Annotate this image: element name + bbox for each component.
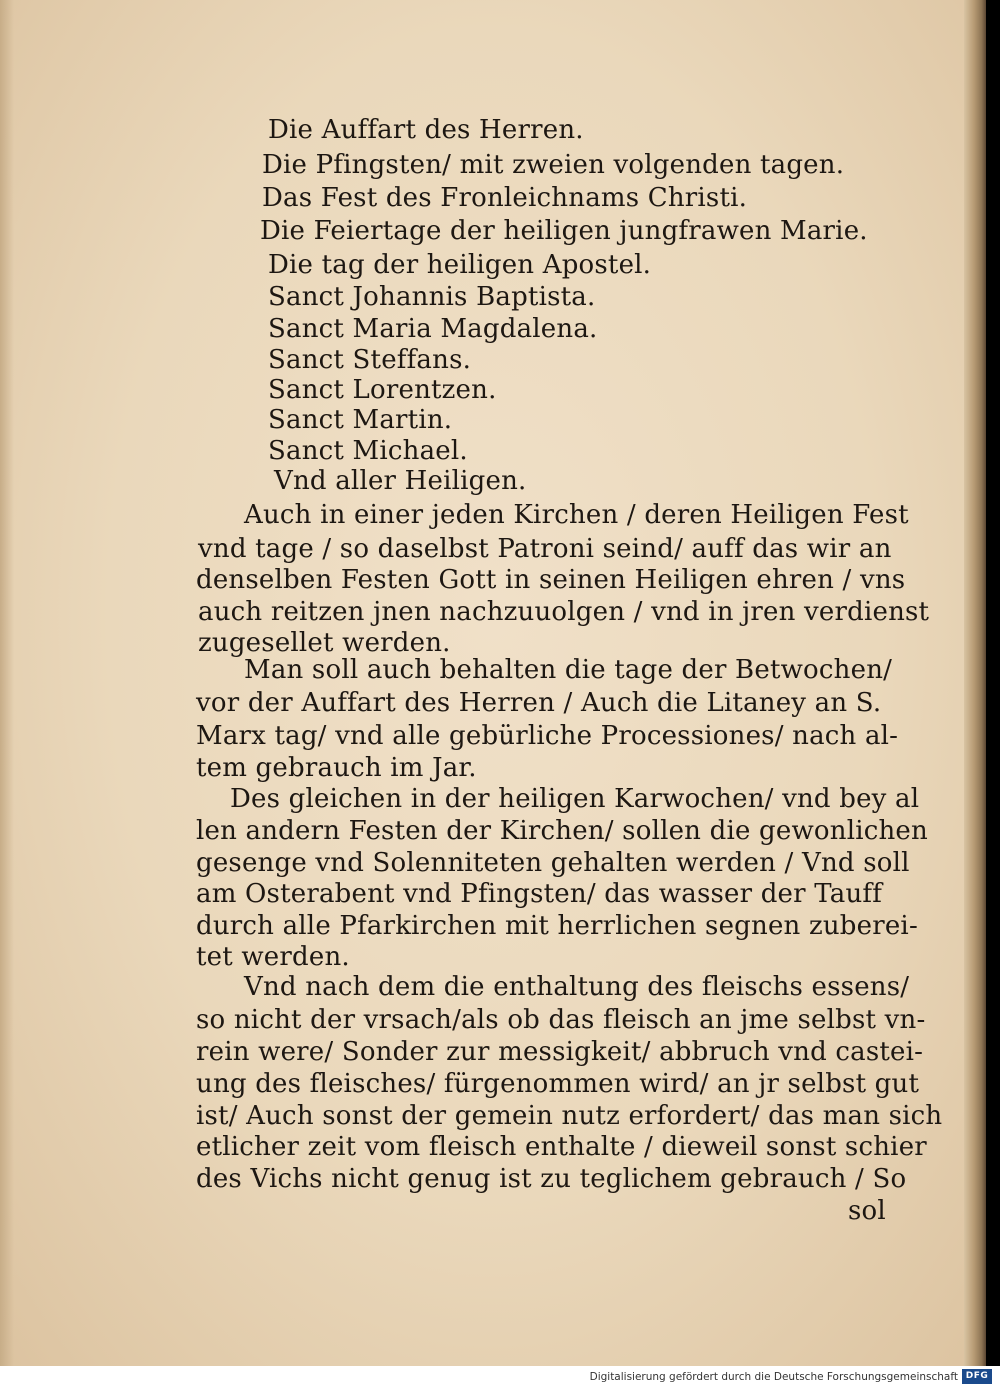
text-line: Auch in einer jeden Kirchen / deren Heiligen Fest — [244, 500, 909, 530]
text-line: Vnd nach dem die enthaltung des fleischs essens/ — [244, 972, 910, 1002]
catchword: sol — [848, 1196, 886, 1226]
dfg-logo: DFG — [962, 1369, 992, 1384]
page-binding-edge — [964, 0, 986, 1366]
text-line: Die Feiertage der heiligen jungfrawen Marie. — [260, 216, 868, 246]
text-line: Sanct Lorentzen. — [268, 375, 497, 405]
text-line: ist/ Auch sonst der gemein nutz erfordert/ das man sich — [196, 1101, 943, 1131]
text-line: gesenge vnd Solenniteten gehalten werden / Vnd soll — [196, 848, 910, 878]
text-line: zugesellet werden. — [198, 628, 451, 658]
text-line: Die Auffart des Herren. — [268, 115, 584, 145]
text-line: len andern Festen der Kirchen/ sollen die gewonlichen — [196, 816, 928, 846]
page-left-shadow — [0, 0, 14, 1366]
text-line: Marx tag/ vnd alle gebürliche Processiones/ nach al- — [196, 721, 899, 751]
text-line: rein were/ Sonder zur messigkeit/ abbruch vnd castei- — [196, 1037, 924, 1067]
text-line: Das Fest des Fronleichnams Christi. — [262, 183, 748, 213]
text-line: Die tag der heiligen Apostel. — [268, 250, 652, 280]
text-line: durch alle Pfarkirchen mit herrlichen segnen zuberei- — [196, 911, 918, 941]
text-line: Vnd aller Heiligen. — [274, 466, 527, 496]
text-line: Sanct Michael. — [268, 436, 468, 466]
text-line: Sanct Steffans. — [268, 345, 472, 375]
text-line: tet werden. — [196, 942, 350, 972]
text-line: Sanct Maria Magdalena. — [268, 314, 598, 344]
text-line: so nicht der vrsach/als ob das fleisch an jme selbst vn- — [196, 1005, 926, 1035]
text-line: Sanct Martin. — [268, 405, 453, 435]
text-line: des Vichs nicht genug ist zu teglichem gebrauch / So — [196, 1164, 907, 1194]
text-line: Man soll auch behalten die tage der Betwochen/ — [244, 655, 893, 685]
text-line: auch reitzen jnen nachzuuolgen / vnd in jren verdienst — [198, 597, 930, 627]
text-line: vnd tage / so daselbst Patroni seind/ auff das wir an — [198, 534, 892, 564]
text-line: am Osterabent vnd Pfingsten/ das wasser der Tauff — [196, 879, 883, 909]
text-line: etlicher zeit vom fleisch enthalte / dieweil sonst schier — [196, 1132, 927, 1162]
text-line: denselben Festen Gott in seinen Heiligen ehren / vns — [196, 565, 906, 595]
text-line: tem gebrauch im Jar. — [196, 753, 477, 783]
text-line: Die Pfingsten/ mit zweien volgenden tagen. — [262, 150, 845, 180]
funding-notice: Digitalisierung gefördert durch die Deutsche Forschungsgemeinschaft — [589, 1371, 958, 1383]
text-line: ung des fleisches/ fürgenommen wird/ an jr selbst gut — [196, 1069, 920, 1099]
text-line: vor der Auffart des Herren / Auch die Litaney an S. — [196, 688, 882, 718]
text-line: Sanct Johannis Baptista. — [268, 282, 596, 312]
text-line: Des gleichen in der heiligen Karwochen/ vnd bey al — [230, 784, 920, 814]
